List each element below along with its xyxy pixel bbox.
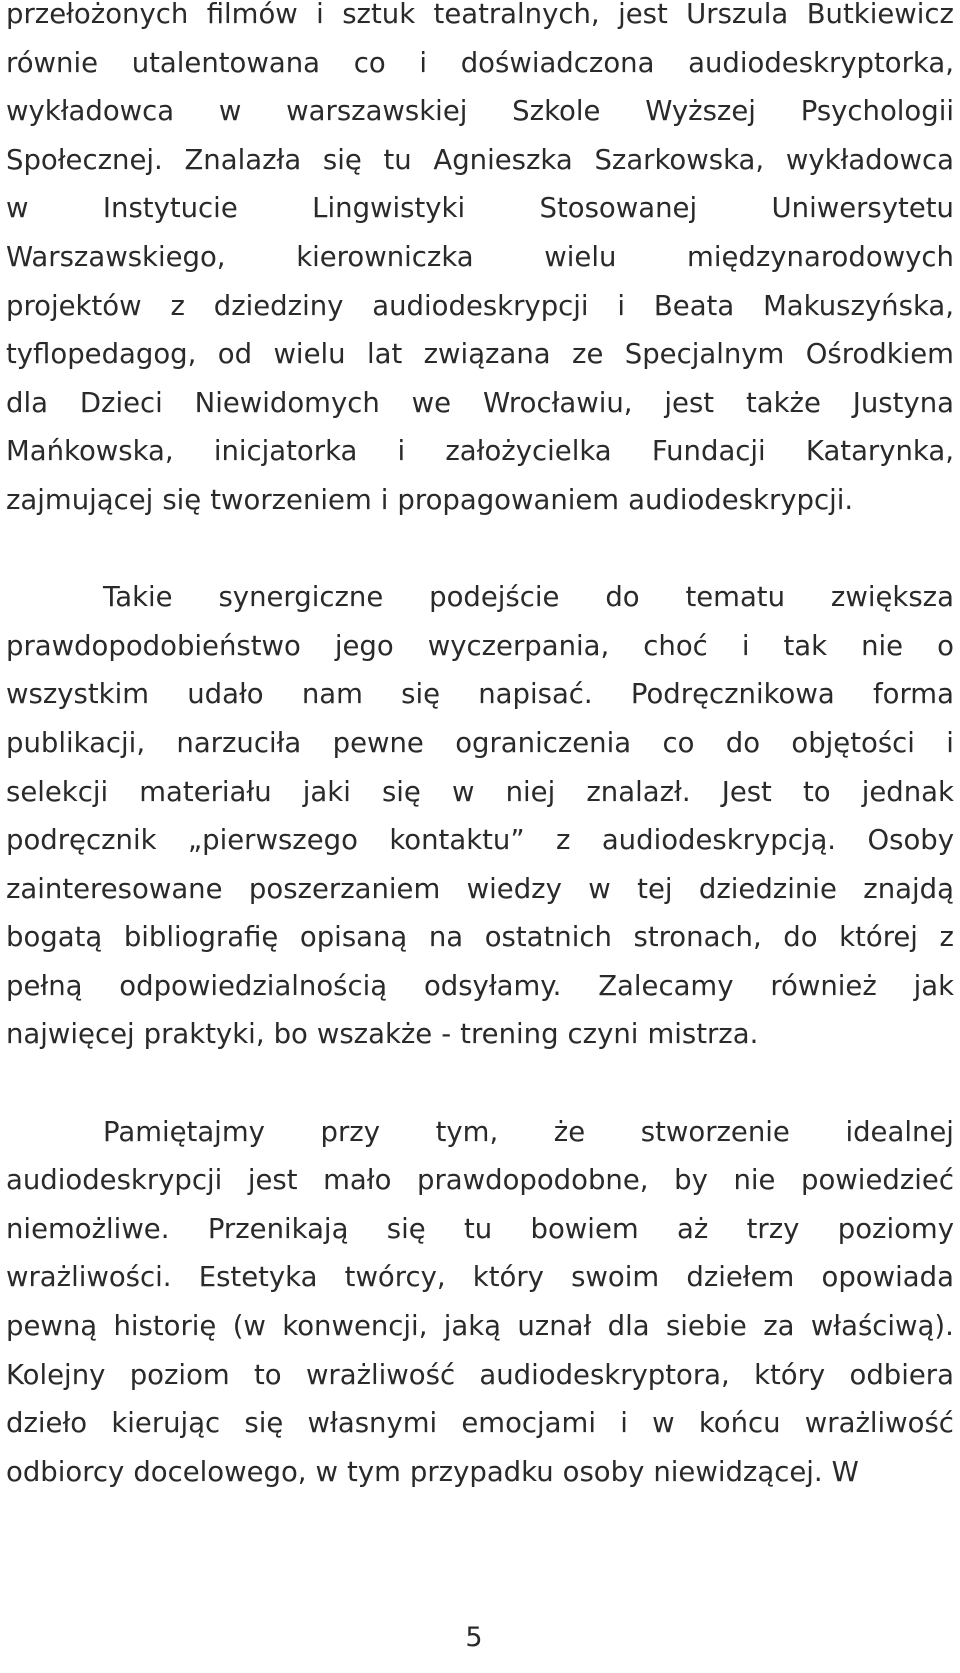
text-line: projektów z dziedziny audiodeskrypcji i Beata Makuszyńska, [6, 289, 954, 322]
paragraph [6, 1108, 954, 1497]
document-page [6, 0, 954, 1496]
text-line: audiodeskrypcji jest mało prawdopodobne, by nie powiedzieć [6, 1164, 954, 1197]
text-line: odbiorcy docelowego, w tym przypadku osoby niewidzącej. W [6, 1455, 859, 1488]
text-line: Społecznej. Znalazła się tu Agnieszka Szarkowska, wykładowca [6, 143, 954, 176]
text-line: dla Dzieci Niewidomych we Wrocławiu, jest także Justyna [6, 386, 954, 419]
text-line: zainteresowane poszerzaniem wiedzy w tej dziedzinie znajdą [6, 872, 954, 905]
text-line: wrażliwości. Estetyka twórcy, który swoim dziełem opowiada [6, 1261, 954, 1294]
text-line: Warszawskiego, kierowniczka wielu międzynarodowych [6, 240, 954, 273]
paragraph [6, 0, 954, 525]
text-line: dzieło kierując się własnymi emocjami i w końcu wrażliwość [6, 1407, 954, 1440]
paragraph-gap [6, 525, 954, 574]
text-line: selekcji materiału jaki się w niej znalazł. Jest to jednak [6, 775, 954, 808]
text-line: prawdopodobieństwo jego wyczerpania, choć i tak nie o [6, 629, 954, 662]
text-line: równie utalentowana co i doświadczona audiodeskryptorka, [6, 46, 954, 79]
paragraph-gap [6, 1059, 954, 1108]
text-line: tyflopedagog, od wielu lat związana ze Specjalnym Ośrodkiem [6, 338, 954, 371]
text-line: wszystkim udało nam się napisać. Podręcznikowa forma [6, 678, 954, 711]
text-line: Mańkowska, inicjatorka i założycielka Fundacji Katarynka, [6, 435, 954, 468]
text-line: przełożonych filmów i sztuk teatralnych, jest Urszula Butkiewicz [6, 0, 954, 30]
text-line: Kolejny poziom to wrażliwość audiodeskryptora, który odbiera [6, 1358, 954, 1391]
text-line: wykładowca w warszawskiej Szkole Wyższej Psychologii [6, 95, 954, 128]
text-line: bogatą bibliografię opisaną na ostatnich stronach, do której z [6, 921, 954, 954]
page-number: 5 [465, 1622, 483, 1653]
text-line: podręcznik „pierwszego kontaktu” z audiodeskrypcją. Osoby [6, 824, 954, 857]
body-text [6, 0, 954, 1496]
paragraph [6, 573, 954, 1059]
text-line: Pamiętajmy przy tym, że stworzenie idealnej [103, 1115, 954, 1148]
text-line: pewną historię (w konwencji, jaką uznał dla siebie za właściwą). [6, 1310, 954, 1343]
text-line: Takie synergiczne podejście do tematu zwiększa [103, 581, 954, 614]
text-line: niemożliwe. Przenikają się tu bowiem aż trzy poziomy [6, 1212, 954, 1245]
text-line: w Instytucie Lingwistyki Stosowanej Uniwersytetu [6, 192, 954, 225]
text-line: zajmującej się tworzeniem i propagowaniem audiodeskrypcji. [6, 483, 854, 516]
text-line: publikacji, narzuciła pewne ograniczenia co do objętości i [6, 726, 954, 759]
text-line: pełną odpowiedzialnością odsyłamy. Zalecamy również jak [6, 969, 954, 1002]
text-line: najwięcej praktyki, bo wszakże - trening czyni mistrza. [6, 1018, 759, 1051]
